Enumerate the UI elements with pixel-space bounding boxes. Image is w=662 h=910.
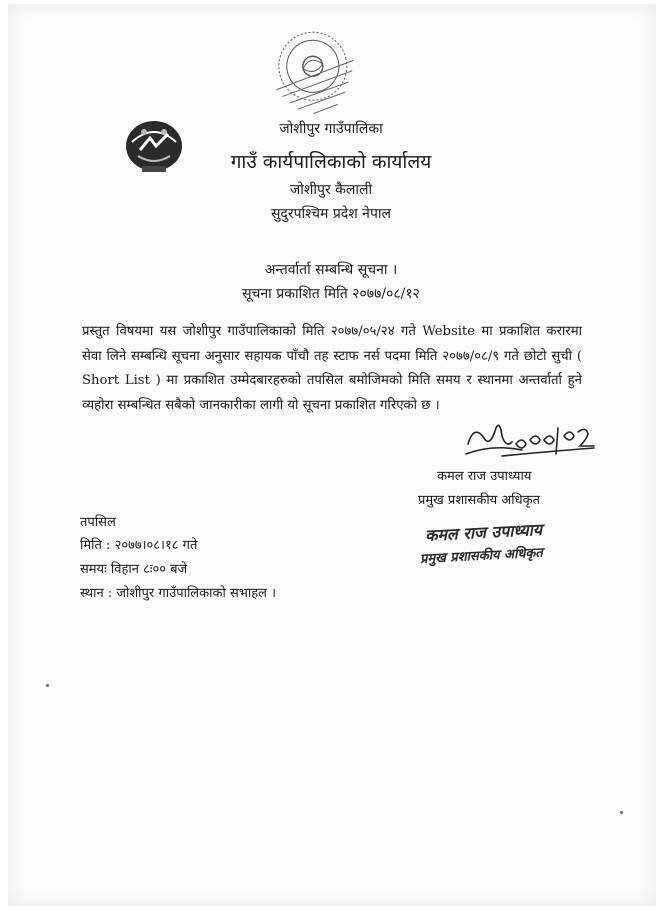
seal-name-stamp: कमल राज उपाध्याय: [424, 519, 543, 545]
signatory-post: प्रमुख प्रशासकीय अधिकृत: [418, 493, 541, 508]
details-heading: तपसिल: [80, 515, 116, 530]
interview-place: स्थान : जोशीपुर गाउँपालिकाको सभाहल ।: [80, 586, 277, 601]
signatory-name: कमल राज उपाध्याय: [437, 469, 532, 484]
province-country: सुदुरपश्चिम प्रदेश नेपाल: [270, 206, 392, 222]
organization-name: जोशीपुर गाउँपालिका: [279, 121, 383, 137]
office-round-stamp: [260, 26, 370, 124]
interview-time: समयः विहान ८ः०० बजे: [80, 562, 188, 577]
interview-date: मिति : २०७७।०८।१८ गते: [80, 538, 198, 553]
handwritten-signature: [462, 414, 597, 462]
office-title: गाउँ कार्यपालिकाको कार्यालय: [230, 151, 432, 173]
notice-title: अन्तर्वार्ता सम्बन्धि सूचना ।: [264, 262, 398, 278]
seal-post-stamp: प्रमुख प्रशासकीय अधिकृत: [419, 545, 544, 567]
notice-published-date: सूचना प्रकाशित मिति २०७७/०८/१२: [242, 286, 420, 302]
scan-speck: [620, 811, 623, 814]
notice-body: प्रस्तुत विषयमा यस जोशीपुर गाउँपालिकाको मिति २०७७/०५/२४ गते Website मा प्रकाशित करारमा सेवा लिने सम्बन्धि सूचना अनुसार सहायक पाँचौ तह स्टाफ नर्स पदमा मिति २०७७/०८/९ गते छोटो सुची ( Short List ) मा प्रकाशित उम्मेदबारहरुको तपसिल बमोजिमको मिति समय र स्थानमा अन्तर्वार्ता हुने व्यहोरा सम्बन्धित सबैको जानकारीका लागी यो सूचना प्रकाशित गरिएको छ ।: [82, 324, 582, 413]
office-location: जोशीपुर कैलाली: [289, 182, 373, 198]
scan-speck: [46, 684, 49, 687]
